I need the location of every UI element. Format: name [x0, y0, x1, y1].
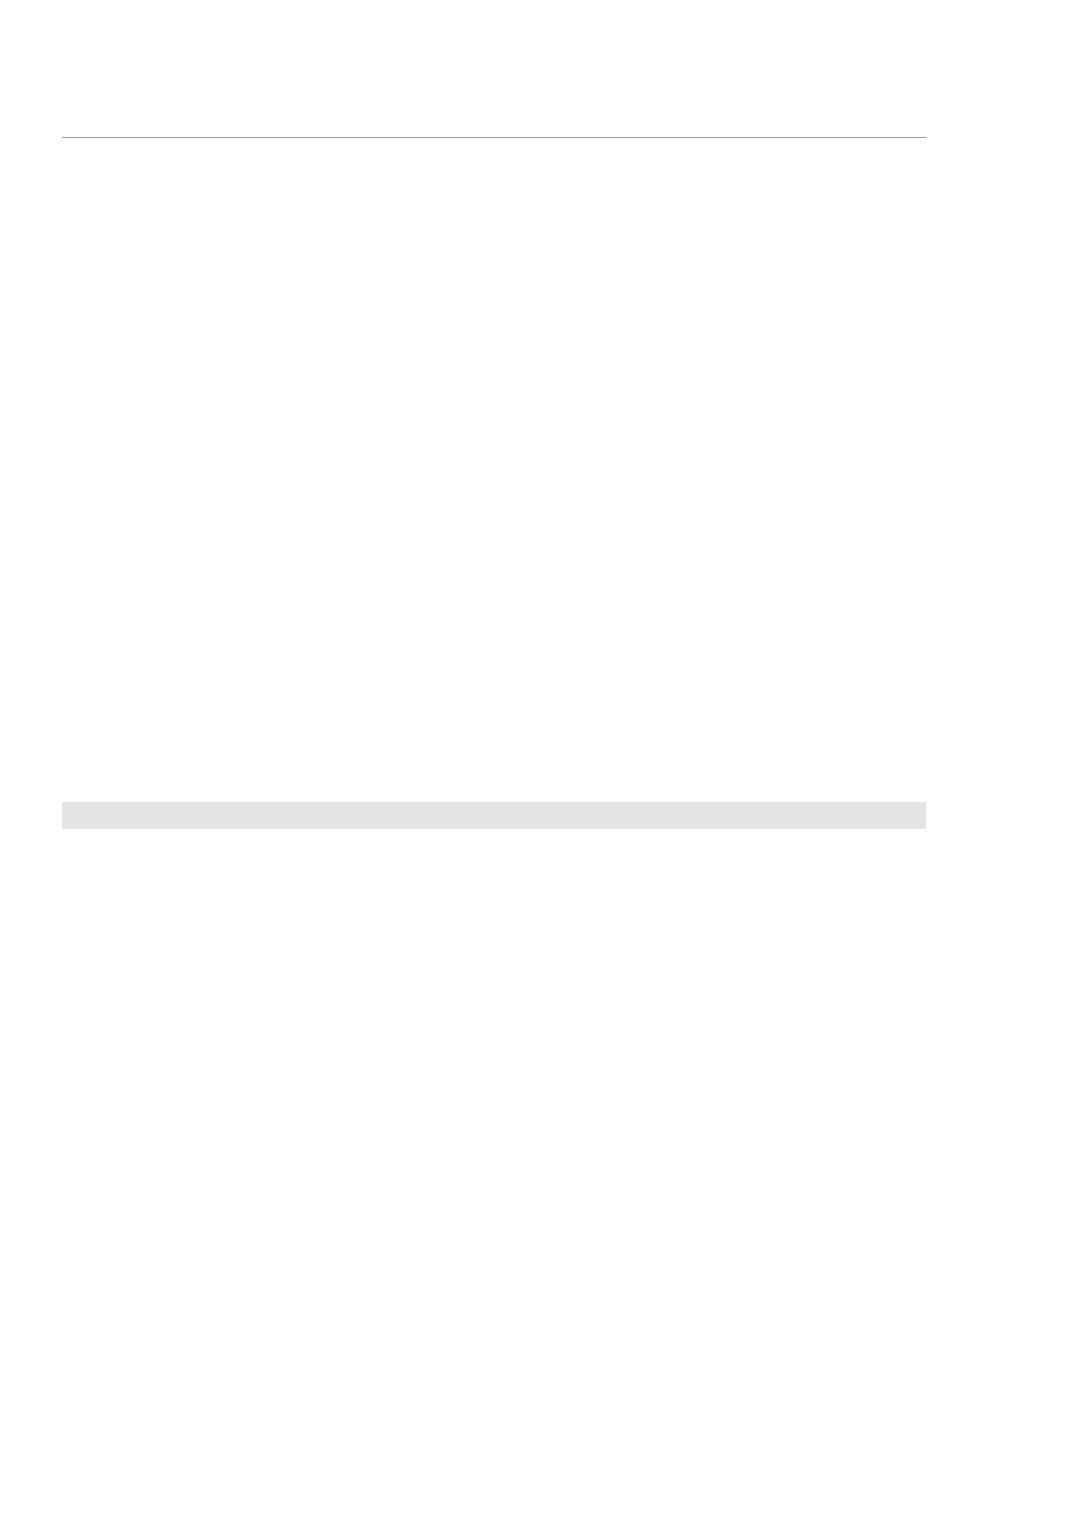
stacked-bar-chart — [0, 0, 1080, 730]
source-note — [62, 802, 926, 829]
page-footer — [205, 1462, 221, 1473]
